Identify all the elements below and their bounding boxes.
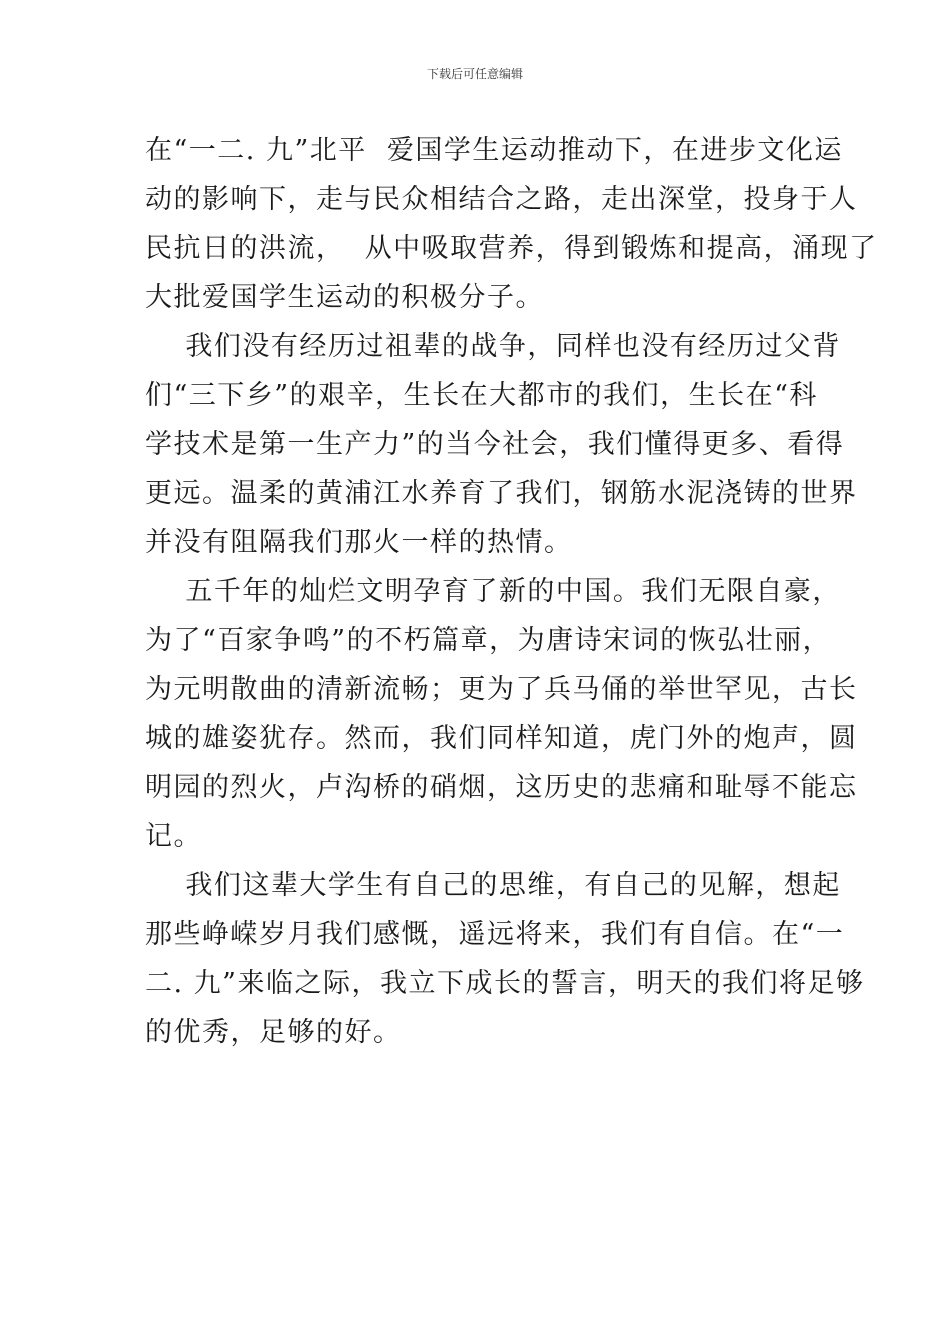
text-line: 记。 xyxy=(145,821,202,852)
text-line: 五千年的灿烂文明孕育了新的中国。我们无限自豪， xyxy=(145,576,841,607)
text-line: 更远。温柔的黄浦江水养育了我们，钢筋水泥浇铸的世界 xyxy=(145,478,858,509)
document-body xyxy=(145,126,878,1057)
paragraph-2 xyxy=(145,322,858,567)
text-line: 为元明散曲的清新流畅；更为了兵马俑的举世罕见，古长 xyxy=(145,674,858,705)
text-line: 明园的烈火，卢沟桥的硝烟，这历史的悲痛和耻辱不能忘 xyxy=(145,772,858,803)
text-line: 们“三下乡”的艰辛，生长在大都市的我们，生长在“科 xyxy=(145,380,818,411)
text-line: 大批爱国学生运动的积极分子。 xyxy=(145,282,544,313)
page-header-note: 下载后可任意编辑 xyxy=(426,67,523,81)
text-line: 那些峥嵘岁月我们感慨，遥远将来，我们有自信。在“一 xyxy=(145,919,845,950)
text-line: 我们没有经历过祖辈的战争，同样也没有经历过父背 xyxy=(145,331,841,362)
paragraph-3 xyxy=(145,567,858,861)
paragraph-4 xyxy=(145,861,865,1057)
text-line: 的优秀，足够的好。 xyxy=(145,1017,402,1048)
text-line: 为了“百家争鸣”的不朽篇章，为唐诗宋词的恢弘壮丽， xyxy=(145,625,832,656)
text-line: 我们这辈大学生有自己的思维，有自己的见解，想起 xyxy=(145,870,841,901)
paragraph-1 xyxy=(145,126,878,322)
text-line: 在“一二. 九”北平 爱国学生运动推动下，在进步文化运 xyxy=(145,135,843,166)
text-line: 动的影响下，走与民众相结合之路，走出深堂，投身于人 xyxy=(145,184,858,215)
text-line: 二. 九”来临之际，我立下成长的誓言，明天的我们将足够 xyxy=(145,968,865,999)
text-line: 并没有阻隔我们那火一样的热情。 xyxy=(145,527,573,558)
text-line: 学技术是第一生产力”的当今社会，我们懂得更多、看得 xyxy=(145,429,845,460)
text-line: 城的雄姿犹存。然而，我们同样知道，虎门外的炮声，圆 xyxy=(145,723,858,754)
text-line: 民抗日的洪流， 从中吸取营养，得到锻炼和提高，涌现了 xyxy=(145,233,878,264)
